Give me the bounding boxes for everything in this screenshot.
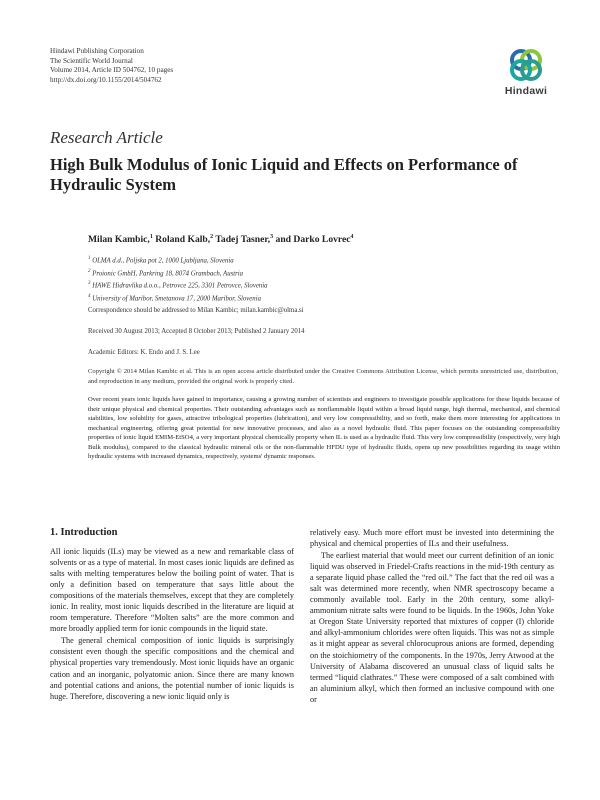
volume-info: Volume 2014, Article ID 504762, 10 pages xyxy=(50,66,174,75)
author-affiliation-mark: 2 xyxy=(210,234,214,240)
body-paragraph: All ionic liquids (ILs) may be viewed as a new and remarkable class of solvents or as a type of material. In most cases ionic liquids are defined as salts with melting temperatures below the boiling point of water. That is only a definition based on temperature that says little about the compositions of the materials themselves, except that they are completely ionic. In reality, most ionic liquids described in the literature are liquid at room temperature. Therefore “Molten salts” are the more common and more broadly applied term for ionic compounds in the liquid state. xyxy=(50,547,294,634)
affiliation-text: Proionic GmbH, Parkring 18, 8074 Grambach, Austria xyxy=(92,269,244,277)
copyright-notice: Copyright © 2014 Milan Kambic et al. This is an open access article distributed under the Creative Commons Attribution License, which permits unrestricted use, distribution, and reproduction in any medium, provided the original work is properly cited. xyxy=(88,368,558,385)
author-name: Roland Kalb, xyxy=(155,234,211,246)
affiliation-item xyxy=(88,292,268,305)
academic-editors: Academic Editors: K. Endo and J. S. Lee xyxy=(88,349,200,356)
affiliation-mark: 1 xyxy=(88,256,91,261)
body-paragraph: The general chemical composition of ionic liquids is surprisingly consistent even though the specific compositions and the chemical and physical properties vary tremendously. Most ionic liquids have an organic cation and an inorganic, polyatomic anion. Since there are many known and potential cations and anions, the potential number of ionic liquids is huge. Therefore, discovering a new ionic liquid only is xyxy=(50,636,294,701)
author-name: and Darko Lovrec xyxy=(275,234,351,246)
publisher-logo xyxy=(498,46,554,104)
author-name: Tadej Tasner, xyxy=(215,234,271,246)
author-list xyxy=(88,234,354,245)
author-name: Milan Kambic, xyxy=(88,234,150,246)
journal-name: The Scientific World Journal xyxy=(50,56,133,65)
affiliation-mark: 2 xyxy=(88,268,91,274)
doi-link[interactable]: http://dx.doi.org/10.1155/2014/504762 xyxy=(50,75,162,84)
logo-wordmark: Hindawi xyxy=(504,85,548,97)
journal-header xyxy=(50,47,310,85)
affiliation-text: University of Maribor, Smetanova 17, 2000 Maribor, Slovenia xyxy=(92,294,261,302)
affiliation-list xyxy=(88,254,268,304)
affiliation-mark: 4 xyxy=(88,293,91,299)
article-title: High Bulk Modulus of Ionic Liquid and Effects on Performance of Hydraulic System xyxy=(50,155,518,194)
body-paragraph: The earliest material that would meet our current definition of an ionic liquid was observed in Friedel-Crafts reactions in the mid-19th century as a separate liquid phase called the “red oil.” The fact that the red oil was a salt was determined more recently, when NMR spectroscopy became a commonly available tool. Early in the 20th century, some alkyl-ammonium nitrate salts were found to be liquids. In the 1960s, John Yoke at Oregon State University reported that mixtures of copper (I) chloride and alkyl-ammonium chlorides were often liquids. This was not as simple as it might appear as several chlorocuprous anions are formed, depending on the stoichiometry of the components. In the 1970s, Jerry Atwood at the University of Alabama discovered an unusual class of liquid salts he termed “liquid clathrates.” These were composed of a salt combined with an aluminium alkyl, which then formed an inclusive compound with one or xyxy=(310,551,554,704)
affiliation-item xyxy=(88,267,268,280)
body-column-right xyxy=(310,527,554,705)
author-affiliation-mark: 4 xyxy=(350,234,354,240)
affiliation-item xyxy=(88,279,268,292)
author-affiliation-mark: 3 xyxy=(270,234,274,240)
body-paragraph: relatively easy. Much more effort must be invested into determining the physical and chemical properties of ILs and their usefulness. xyxy=(310,528,554,549)
affiliation-text: HAWE Hidravlika d.o.o., Petrovce 225, 3301 Petrovce, Slovenia xyxy=(92,282,268,290)
section-heading: 1. Introduction xyxy=(50,527,118,538)
author-affiliation-mark: 1 xyxy=(149,234,153,240)
publication-dates: Received 30 August 2013; Accepted 8 October 2013; Published 2 January 2014 xyxy=(88,328,305,335)
article-type: Research Article xyxy=(50,128,163,147)
abstract: Over recent years ionic liquids have gained in importance, causing a growing number of scientists and engineers to investigate possible applications for these liquids because of their unique physical and chemical properties. Their outstanding advantages such as nonflammable liquid within a broad liquid range, high thermal, mechanical, and chemical stabilities, low solubility for gases, attractive tribological properties (lubrication), and very low compressibility, and so forth, make them more interesting for applications in mechanical engineering, offering great potential for new innovative processes, and also as a novel hydraulic fluid. This paper focuses on the outstanding compressibility properties of ionic liquid EMIM-EtSO4, a very important physical chemically property when IL is used as a hydraulic fluid. This very low compressibility (respectively, very high Bulk modulus), compared to the classical hydraulic mineral oils or the non-flammable HFDU type of hydraulic fluids, opens up new possibilities regarding its usage within hydraulic systems with increased dynamics, respectively, systems' dynamic responses. xyxy=(88,396,560,461)
affiliation-mark: 3 xyxy=(88,281,91,287)
affiliation-item xyxy=(88,254,268,267)
publisher-name: Hindawi Publishing Corporation xyxy=(50,47,144,55)
hindawi-logo-icon xyxy=(507,46,545,84)
affiliation-text: OLMA d.d., Poljska pot 2, 1000 Ljubljana, Slovenia xyxy=(92,257,234,265)
body-column-left xyxy=(50,546,294,702)
correspondence-note: Correspondence should be addressed to Milan Kambic; milan.kambic@olma.si xyxy=(88,307,304,314)
